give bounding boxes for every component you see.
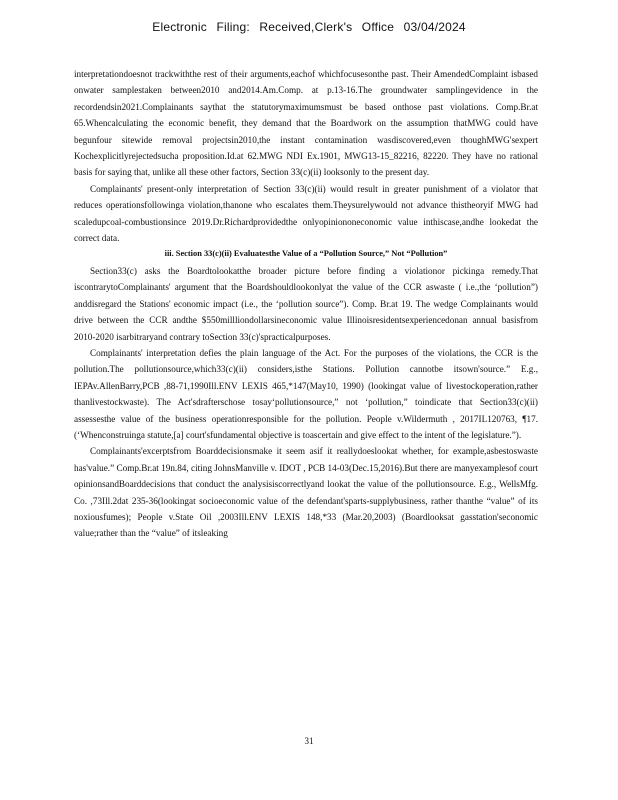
paragraph: Section33(c) asks the Boardtolookatthe broader picture before finding a violationor pickinga remedy.That iscontrarytoComplainants' argument that the Boardshouldlookonlyat the value of the CCR aswaste ( i.e.,the ‘pollution”) anddisregard the Stations' economic impact (i.e., the ‘pollution source”). Comp. Br.at 19. The wedge Complainants would drive between the CCR andthe $550millliondollarsineconomic value Illinoisresidentsexperiencedonan annual basisfrom 2010-2020 isarbitraryand contrary toSection 33(c)'spracticalpurposes.: [74, 265, 538, 342]
paragraph: Complainants'excerptsfrom Boarddecisionsmake it seem asif it reallydoeslookat whether, for example,asbestoswaste has'value.” Comp.Br.at 19n.84, citing JohnsManville v. IDOT , PCB 14-03(Dec.15,2016).But there are manyexamplesof court opinionsandBoarddecisions that conduct the analysisiscorrectlyand lookat the value of the pollutionsource. E.g., WellsMfg. Co. ,73Ill.2dat 235-36(lookingat socioeconomic value of the defendant'sparts-supplybusiness, rather thanthe “value” of its noxiousfumes); People v.State Oil ,2003Ill.ENV LEXIS 148,*33 (Mar.20,2003) (Boardlooksat gasstation'seconomic value;rather than the “value” of itsleaking: [74, 446, 539, 539]
paragraph: Complainants' present-only interpretation of Section 33(c)(ii) would result in greater punishment of a violator that reduces operationsfollowinga violation,thanone who escalates them.Theysurelywould not advance thistheoryif MWG had scaledupcoal-combustionsince 2019.Dr.Richardprovidedthe onlyopiniononeconomic value inthiscase,andhe lookedat the correct data.: [74, 183, 538, 244]
section-heading: iii. Section 33(c)(ii) Evaluatesthe Value of a “Pollution Source,” Not “Pollution”: [164, 249, 448, 259]
page-number: 31: [304, 736, 314, 746]
document-body: [74, 66, 538, 542]
paragraph: Complainants' interpretation defies the plain language of the Act. For the purposes of the violations, the CCR is the pollution.The pollutionsource,which33(c)(ii) considers,isthe Stations. Pollution cannotbe itsown'source.” E.g., IEPAv.AllenBarry,PCB ,88-71,1990Ill.ENV LEXIS 465,*147(May10, 1990) (lookingat value of livestockoperation,rather thanlivestockwaste). The Act'sdrafterschose tosay‘pollutionsource,” not ‘pollution,” toindicate that Section33(c)(ii) assessesthe value of the business operationresponsible for the pollution. People v.Wildermuth , 2017IL120763, ¶17. (‘Whenconstruinga statute,[a] court'sfundamental objective is toascertain and give effect to the intent of the legislature.”).: [74, 347, 538, 440]
filing-header: Electronic Filing: Received,Clerk's Office 03/04/2024: [152, 20, 466, 34]
paragraph: interpretationdoesnot trackwiththe rest of their arguments,eachof whichfocusesonthe past. Their AmendedComplaint isbased onwater samplestaken between2010 and2014.Am.Comp. at p.13-16.The groundwater samplingevidence in the recordendsin2021.Complainants saythat the statutorymaximumsmust be based onthose past violations. Comp.Br.at 65.Whencalculating the economic benefit, they demand that the Boardwork on the assumption thatMWG could have begunfour sitewide removal projectsin2010,the instant contamination wasdiscovered,even thoughMWG'sexpert Kochexplicitlyrejectedsucha proposition.Id.at 62.MWG NDI Ex.1901, MWG13-15_82216, 82220. They have no rational basis for saying that, unlike all these other factors, Section 33(c)(ii) looksonly to the present day.: [74, 69, 538, 178]
